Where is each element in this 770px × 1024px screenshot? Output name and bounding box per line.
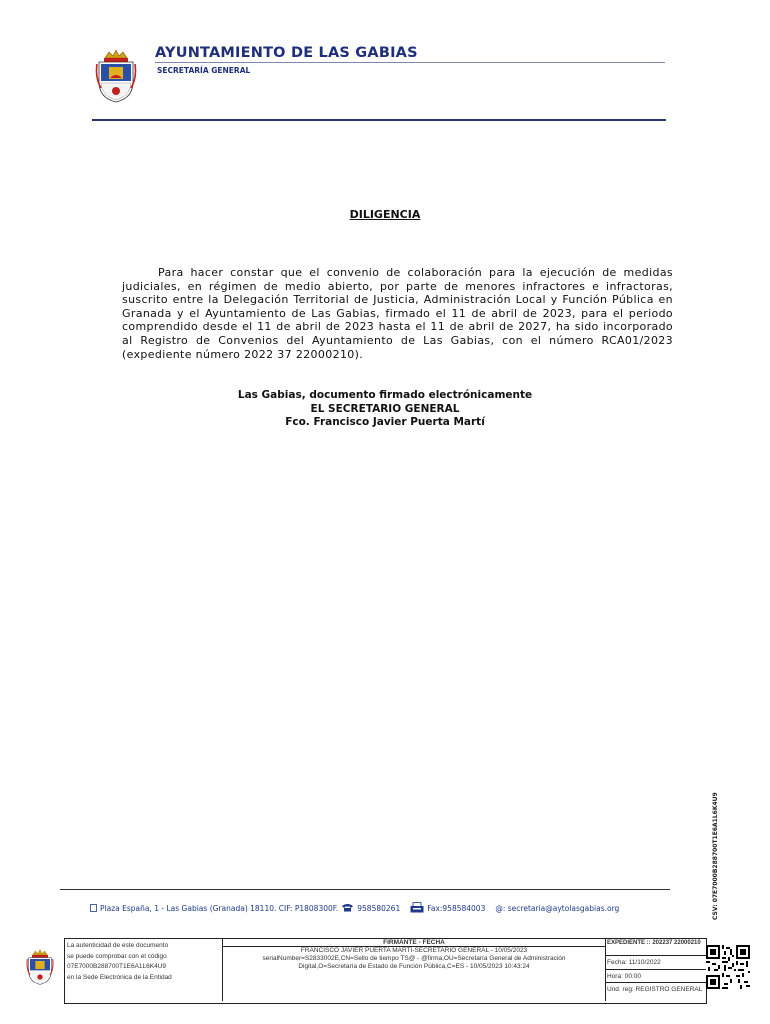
signer-line: serialNumber=S2833002E,CN=Sello de tiempo TS@ - @firma,OU=Secretaría General de Administración [262,954,566,962]
department-name: SECRETARÍA GENERAL [157,66,251,75]
footer-divider [60,889,670,890]
verification-line: La autenticidad de este documento [67,942,169,949]
verification-info [65,939,223,1001]
record-date: Fecha: 11/10/2022 [605,956,706,970]
electronic-signature-stamp [64,938,707,1004]
header-divider-thin [155,62,665,63]
footer-email: @: secretaria@aytolasgabias.org [495,904,620,913]
expediente-number: EXPEDIENTE :: 202237 22000210 [605,939,706,956]
record-time: Hora: 00:00 [605,970,706,983]
signature-place: Las Gabias, documento firmado electrónicamente [237,389,533,401]
verification-line: se puede comprobar con el código [67,952,167,960]
side-csv-code: CSV: 07E7000B288700T1E6A1L6K4U9 [712,792,719,920]
signer-line: FRANCISCO JAVIER PUERTA MARTI-SECRETARIO GENERAL - 10/05/2023 [300,947,528,954]
footer-fax: Fax:958584003 [427,904,486,913]
verification-line: en la Sede Electrónica de la Entidad [67,973,172,981]
record-info [605,939,706,1001]
organization-name: AYUNTAMIENTO DE LAS GABIAS [155,45,418,61]
fax-icon [410,902,424,915]
signature-block [0,389,770,430]
signer-role: EL SECRETARIO GENERAL [310,402,460,415]
signer-name: Fco. Francisco Javier Puerta Martí [285,416,485,428]
coat-of-arms-logo [95,48,137,104]
footer-address [90,902,619,915]
header-divider [92,119,666,121]
verification-code: 07E7000B288700T1E6A1L6K4U9 [67,963,167,970]
footer-phone: 958580261 [357,904,401,913]
coat-of-arms-small-logo [26,945,54,989]
signer-line: Digital,O=Secretaría de Estado de Función Pública,C=ES - 10/05/2023 10:43:24 [298,962,530,970]
document-title: DILIGENCIA [349,208,421,221]
signer-header: FIRMANTE - FECHA [223,939,605,947]
signer-info [223,939,606,1001]
qr-code [706,945,750,989]
document-body: Para hacer constar que el convenio de colaboración para la ejecución de medidas judiciales, en régimen de medio abierto, por parte de menores infractores e infractoras, suscrito entre la Delegación Territorial de Justicia, Administración Local y Función Pública en Granada y el Ayuntamiento de Las Gabias, firmado el 11 de abril de 2023, para el periodo comprendido desde el 11 de abril de 2023 hasta el 11 de abril de 2027, ha sido incorporado al Registro de Convenios del Ayuntamiento de Las Gabias, con el número RCA01/2023 (expediente número 2022 37 22000210). [122,266,673,361]
phone-icon [341,903,354,914]
footer-address-text: Plaza España, 1 - Las Gabias (Granada) 18110. CIF: P1808300F. [100,904,339,913]
registry-unit: Und. reg: REGISTRO GENERAL [607,986,703,993]
location-icon [90,904,97,914]
